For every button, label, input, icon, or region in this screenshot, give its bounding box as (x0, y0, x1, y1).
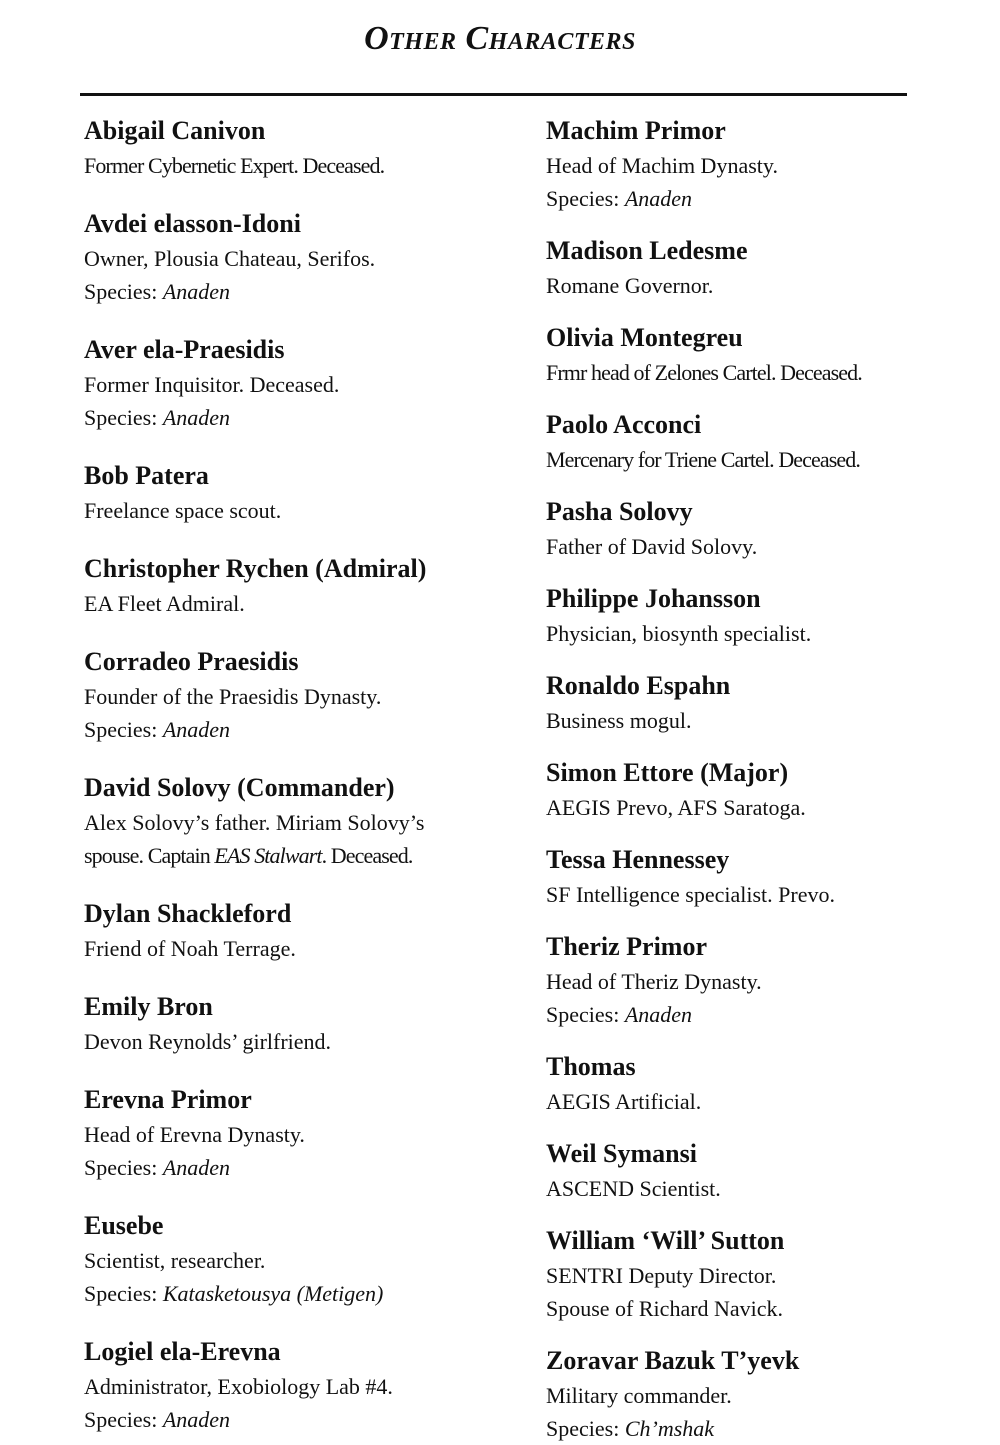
character-entry-ronaldo-espahn (546, 668, 966, 737)
species-value: Katasketousya (Metigen) (162, 1281, 384, 1306)
character-name: Thomas (546, 1052, 636, 1081)
character-name: Eusebe (84, 1211, 164, 1240)
entry-gap (546, 215, 966, 233)
species-value: Anaden (624, 1002, 693, 1027)
entry-gap (546, 1031, 966, 1049)
species-label: Species: (84, 1281, 163, 1306)
character-entry-william-will-sutton (546, 1223, 966, 1325)
species-label: Species: (546, 1002, 625, 1027)
entry-gap (84, 746, 524, 770)
character-entry-christopher-rychen-admiral (84, 551, 524, 620)
character-description: AEGIS Artificial. (546, 1089, 702, 1114)
description-text: . Deceased. (321, 843, 413, 868)
character-entry-pasha-solovy (546, 494, 966, 563)
character-description: Business mogul. (546, 708, 692, 733)
character-entry-olivia-montegreu (546, 320, 966, 389)
character-description (84, 839, 524, 872)
character-species (84, 1277, 524, 1310)
character-name: David Solovy (Commander) (84, 773, 395, 802)
species-label: Species: (546, 186, 625, 211)
entry-gap (84, 872, 524, 896)
species-value: Anaden (162, 279, 231, 304)
character-name: Paolo Acconci (546, 410, 702, 439)
character-description: Physician, biosynth specialist. (546, 621, 812, 646)
entry-gap (546, 1118, 966, 1136)
entry-gap (84, 1184, 524, 1208)
character-species (84, 1151, 524, 1184)
character-description: Frmr head of Zelones Cartel. Deceased. (546, 360, 862, 385)
character-name: Logiel ela-Erevna (84, 1337, 281, 1366)
character-entry-abigail-canivon (84, 113, 524, 182)
character-name: Theriz Primor (546, 932, 707, 961)
entry-gap (546, 563, 966, 581)
entry-gap (546, 1205, 966, 1223)
species-value: Anaden (162, 1155, 231, 1180)
entry-gap (546, 737, 966, 755)
character-entry-emily-bron (84, 989, 524, 1058)
species-value: Anaden (162, 1407, 231, 1432)
character-description: Spouse of Richard Navick. (546, 1296, 784, 1321)
character-name: Corradeo Praesidis (84, 647, 299, 676)
species-value: Ch’mshak (624, 1416, 715, 1441)
character-species (84, 713, 524, 746)
character-description: Father of David Solovy. (546, 534, 758, 559)
right-column (546, 113, 966, 1445)
entry-gap (546, 824, 966, 842)
character-name: Madison Ledesme (546, 236, 748, 265)
character-name: Emily Bron (84, 992, 213, 1021)
species-label: Species: (84, 717, 163, 742)
species-label: Species: (84, 1407, 163, 1432)
character-entry-philippe-johansson (546, 581, 966, 650)
character-name: Bob Patera (84, 461, 209, 490)
character-entry-erevna-primor (84, 1082, 524, 1184)
entry-gap (546, 911, 966, 929)
character-description: Head of Erevna Dynasty. (84, 1122, 305, 1147)
character-name: Christopher Rychen (Admiral) (84, 554, 427, 583)
character-description: Former Inquisitor. Deceased. (84, 372, 340, 397)
entry-gap (546, 650, 966, 668)
character-name: Simon Ettore (Major) (546, 758, 789, 787)
character-name: Dylan Shackleford (84, 899, 292, 928)
character-entry-weil-symansi (546, 1136, 966, 1205)
character-name: Pasha Solovy (546, 497, 693, 526)
character-description: Mercenary for Triene Cartel. Deceased. (546, 447, 860, 472)
entry-gap (84, 182, 524, 206)
ship-name: EAS Stalwart (214, 843, 322, 868)
character-description: Friend of Noah Terrage. (84, 936, 296, 961)
character-description: Head of Theriz Dynasty. (546, 969, 762, 994)
entry-gap (84, 965, 524, 989)
character-name: Weil Symansi (546, 1139, 697, 1168)
species-value: Anaden (624, 186, 693, 211)
character-entry-logiel-ela-erevna (84, 1334, 524, 1436)
page-title: Other Characters (364, 20, 636, 57)
character-entry-madison-ledesme (546, 233, 966, 302)
entry-gap (84, 1058, 524, 1082)
species-value: Anaden (162, 405, 231, 430)
character-species (84, 275, 524, 308)
species-label: Species: (84, 279, 163, 304)
entry-gap (546, 476, 966, 494)
character-name: Avdei elasson-Idoni (84, 209, 301, 238)
entry-gap (546, 302, 966, 320)
character-name: Aver ela-Praesidis (84, 335, 285, 364)
character-description: Administrator, Exobiology Lab #4. (84, 1374, 393, 1399)
character-entry-corradeo-praesidis (84, 644, 524, 746)
character-description: Freelance space scout. (84, 498, 282, 523)
entry-gap (84, 527, 524, 551)
character-name: Machim Primor (546, 116, 726, 145)
character-species (546, 1412, 966, 1445)
left-column (84, 113, 524, 1436)
character-description: Alex Solovy’s father. Miriam Solovy’s (84, 810, 425, 835)
species-label: Species: (84, 405, 163, 430)
character-name: Ronaldo Espahn (546, 671, 731, 700)
character-description: Owner, Plousia Chateau, Serifos. (84, 246, 376, 271)
character-entry-bob-patera (84, 458, 524, 527)
character-description: Head of Machim Dynasty. (546, 153, 778, 178)
character-name: Philippe Johansson (546, 584, 761, 613)
character-entry-thomas (546, 1049, 966, 1118)
character-description: Military commander. (546, 1383, 732, 1408)
character-description: Former Cybernetic Expert. Deceased. (84, 153, 385, 178)
character-description: Scientist, researcher. (84, 1248, 266, 1273)
entry-gap (84, 434, 524, 458)
character-name: William ‘Will’ Sutton (546, 1226, 785, 1255)
character-name: Tessa Hennessey (546, 845, 730, 874)
character-entry-theriz-primor (546, 929, 966, 1031)
character-description: Founder of the Praesidis Dynasty. (84, 684, 382, 709)
character-description: SENTRI Deputy Director. (546, 1263, 777, 1288)
description-text: spouse. Captain (84, 843, 215, 868)
entry-gap (546, 389, 966, 407)
character-name: Zoravar Bazuk T’yevk (546, 1346, 800, 1375)
character-description: ASCEND Scientist. (546, 1176, 721, 1201)
character-entry-zoravar-bazuk-t-yevk (546, 1343, 966, 1445)
character-description: EA Fleet Admiral. (84, 591, 245, 616)
character-species (84, 401, 524, 434)
species-label: Species: (546, 1416, 625, 1441)
character-description: SF Intelligence specialist. Prevo. (546, 882, 835, 907)
entry-gap (84, 308, 524, 332)
entry-gap (84, 620, 524, 644)
character-species (84, 1403, 524, 1436)
character-entry-dylan-shackleford (84, 896, 524, 965)
title-divider (80, 93, 907, 96)
species-value: Anaden (162, 717, 231, 742)
entry-gap (84, 1310, 524, 1334)
character-entry-tessa-hennessey (546, 842, 966, 911)
character-description: AEGIS Prevo, AFS Saratoga. (546, 795, 806, 820)
character-name: Olivia Montegreu (546, 323, 743, 352)
character-species (546, 182, 966, 215)
character-entry-machim-primor (546, 113, 966, 215)
character-entry-david-solovy-commander (84, 770, 524, 872)
entry-gap (546, 1325, 966, 1343)
character-description: Romane Governor. (546, 273, 714, 298)
character-name: Abigail Canivon (84, 116, 266, 145)
character-entry-aver-ela-praesidis (84, 332, 524, 434)
character-entry-paolo-acconci (546, 407, 966, 476)
character-name: Erevna Primor (84, 1085, 252, 1114)
character-entry-eusebe (84, 1208, 524, 1310)
character-description: Devon Reynolds’ girlfriend. (84, 1029, 332, 1054)
character-species (546, 998, 966, 1031)
character-entry-avdei-elasson-idoni (84, 206, 524, 308)
species-label: Species: (84, 1155, 163, 1180)
character-entry-simon-ettore-major (546, 755, 966, 824)
